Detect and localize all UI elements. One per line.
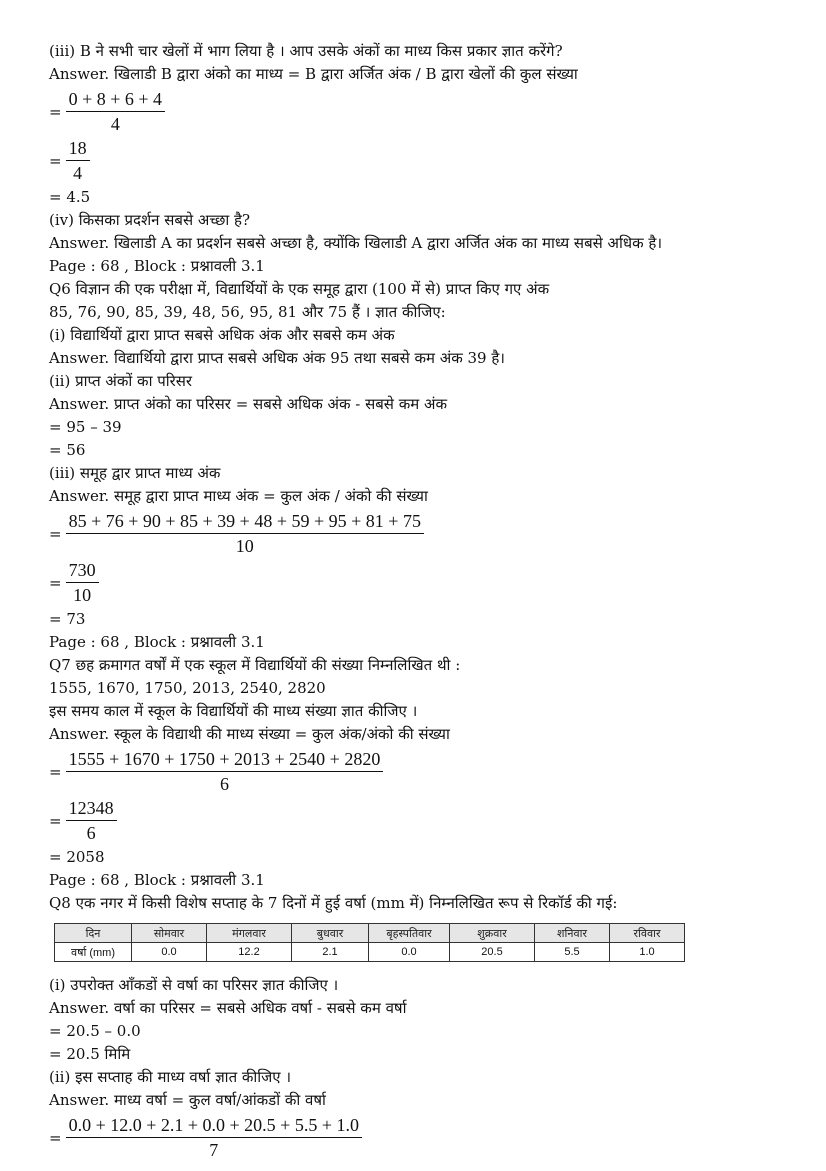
- table-cell: 0.0: [132, 943, 207, 962]
- table-cell: वर्षा (mm): [55, 943, 132, 962]
- fraction: [66, 1114, 362, 1161]
- table-header-cell: शनिवार: [535, 924, 610, 943]
- table-header-cell: सोमवार: [132, 924, 207, 943]
- table-row: [55, 943, 685, 962]
- question-5-iv: (iv) किसका प्रदर्शन सबसे अच्छा है?: [49, 211, 251, 229]
- table-cell: 20.5: [450, 943, 535, 962]
- question-6: Q6 विज्ञान की एक परीक्षा में, विद्यार्थियों के एक समूह द्वारा (100 में से) प्राप्त किए गए अंक: [49, 280, 550, 298]
- question-7: Q7 छह क्रमागत वर्षों में एक स्कूल में विद्यार्थियों की संख्या निम्नलिखित थी :: [49, 656, 461, 674]
- table-cell: 1.0: [610, 943, 685, 962]
- fraction: [66, 797, 117, 844]
- question-7-data: 1555, 1670, 1750, 2013, 2540, 2820: [49, 679, 326, 697]
- table-cell: 12.2: [207, 943, 292, 962]
- question-7-ask: इस समय काल में स्कूल के विद्यार्थियों की माध्य संख्या ज्ञात कीजिए ।: [49, 702, 418, 720]
- result-7: = 2058: [49, 848, 105, 866]
- fraction-row: = $\frac{730}{10}$: [49, 559, 789, 606]
- result-6-iii: = 73: [49, 610, 86, 628]
- numerator: 18: [66, 137, 90, 161]
- fraction: [66, 559, 99, 606]
- question-6-iii: (iii) समूह द्वार प्राप्त माध्य अंक: [49, 464, 221, 482]
- table-header-cell: मंगलवार: [207, 924, 292, 943]
- page-reference: Page : 68 , Block : प्रश्नावली 3.1: [49, 871, 265, 889]
- answer-7: Answer. स्कूल के विद्याथी की माध्य संख्या = कुल अंक/अंको की संख्या: [49, 725, 450, 743]
- table-header-cell: दिन: [55, 924, 132, 943]
- fraction: [66, 137, 90, 184]
- question-8-i: (i) उपरोक्त आँकडों से वर्षा का परिसर ज्ञात कीजिए ।: [49, 976, 339, 994]
- numerator: 0.0 + 12.0 + 2.1 + 0.0 + 20.5 + 5.5 + 1.0: [66, 1114, 362, 1138]
- table-cell: 2.1: [292, 943, 369, 962]
- answer-8-i: Answer. वर्षा का परिसर = सबसे अधिक वर्षा - सबसे कम वर्षा: [49, 999, 407, 1017]
- answer-6-ii-step: = 95 – 39: [49, 418, 122, 436]
- document-page: [49, 40, 789, 1163]
- question-8-ii: (ii) इस सप्ताह की माध्य वर्षा ज्ञात कीजिए ।: [49, 1068, 292, 1086]
- denominator: 10: [235, 536, 254, 556]
- answer-6-iii: Answer. समूह द्वारा प्राप्त माध्य अंक = कुल अंक / अंको की संख्या: [49, 487, 428, 505]
- answer-5-iii: Answer. खिलाडी B द्वारा अंको का माध्य = B द्वारा अर्जित अंक / B द्वारा खेलों की कुल संख्या: [49, 65, 578, 83]
- numerator: 0 + 8 + 6 + 4: [66, 88, 165, 112]
- question-6-data: 85, 76, 90, 85, 39, 48, 56, 95, 81 और 75 हैं । ज्ञात कीजिए:: [49, 303, 446, 321]
- page-reference: Page : 68 , Block : प्रश्नावली 3.1: [49, 633, 265, 651]
- fraction: [66, 88, 165, 135]
- denominator: 4: [73, 163, 83, 183]
- answer-8-i-result: = 20.5 मिमि: [49, 1045, 131, 1063]
- table-header-cell: बृहस्पतिवार: [369, 924, 450, 943]
- question-6-i: (i) विद्यार्थियों द्वारा प्राप्त सबसे अधिक अंक और सबसे कम अंक: [49, 326, 395, 344]
- denominator: 10: [73, 585, 92, 605]
- table-cell: 0.0: [369, 943, 450, 962]
- answer-8-ii: Answer. माध्य वर्षा = कुल वर्षा/आंकडों की वर्षा: [49, 1091, 326, 1109]
- table-cell: 5.5: [535, 943, 610, 962]
- table-header-cell: शुक्रवार: [450, 924, 535, 943]
- fraction-row: = $\frac{12348}{6}$: [49, 797, 789, 844]
- fraction: [66, 510, 424, 557]
- answer-8-i-step: = 20.5 – 0.0: [49, 1022, 141, 1040]
- result-5-iii: = 4.5: [49, 188, 91, 206]
- answer-5-iv: Answer. खिलाडी A का प्रदर्शन सबसे अच्छा है, क्योंकि खिलाडी A द्वारा अर्जित अंक का माध्य सबसे अधिक है।: [49, 234, 663, 252]
- question-5-iii: (iii) B ने सभी चार खेलों में भाग लिया है । आप उसके अंकों का माध्य किस प्रकार ज्ञात करेंगे?: [49, 42, 563, 60]
- answer-6-ii: Answer. प्राप्त अंको का परिसर = सबसे अधिक अंक - सबसे कम अंक: [49, 395, 447, 413]
- table-header-cell: रविवार: [610, 924, 685, 943]
- denominator: 4: [110, 114, 120, 134]
- fraction: [66, 748, 384, 795]
- answer-6-i: Answer. विद्यार्थियो द्वारा प्राप्त सबसे अधिक अंक 95 तथा सबसे कम अंक 39 है।: [49, 349, 505, 367]
- fraction-row: = $\frac{1555 + 1670 + 1750 + 2013 + 2540 + 2820}{6}$: [49, 748, 789, 795]
- numerator: 730: [66, 559, 99, 583]
- fraction-row: = $\frac{85 + 76 + 90 + 85 + 39 + 48 + 59 + 95 + 81 + 75}{10}$: [49, 510, 789, 557]
- numerator: 1555 + 1670 + 1750 + 2013 + 2540 + 2820: [66, 748, 384, 772]
- question-8: Q8 एक नगर में किसी विशेष सप्ताह के 7 दिनों में हुई वर्षा (mm में) निम्नलिखित रूप से रिकॉर्ड की गई:: [49, 894, 618, 912]
- denominator: 7: [209, 1140, 219, 1160]
- page-reference: Page : 68 , Block : प्रश्नावली 3.1: [49, 257, 265, 275]
- numerator: 85 + 76 + 90 + 85 + 39 + 48 + 59 + 95 + 81 + 75: [66, 510, 424, 534]
- numerator: 12348: [66, 797, 117, 821]
- fraction-row: = $\frac{0.0 + 12.0 + 2.1 + 0.0 + 20.5 + 5.5 + 1.0}{7}$: [49, 1114, 789, 1161]
- question-6-ii: (ii) प्राप्त अंकों का परिसर: [49, 372, 193, 390]
- rainfall-table: [54, 923, 685, 962]
- fraction-row: = $\frac{0 + 8 + 6 + 4}{4}$: [49, 88, 789, 135]
- table-header-cell: बुधवार: [292, 924, 369, 943]
- denominator: 6: [86, 823, 96, 843]
- answer-6-ii-result: = 56: [49, 441, 86, 459]
- fraction-row: = $\frac{18}{4}$: [49, 137, 789, 184]
- denominator: 6: [219, 774, 229, 794]
- table-header-row: [55, 924, 685, 943]
